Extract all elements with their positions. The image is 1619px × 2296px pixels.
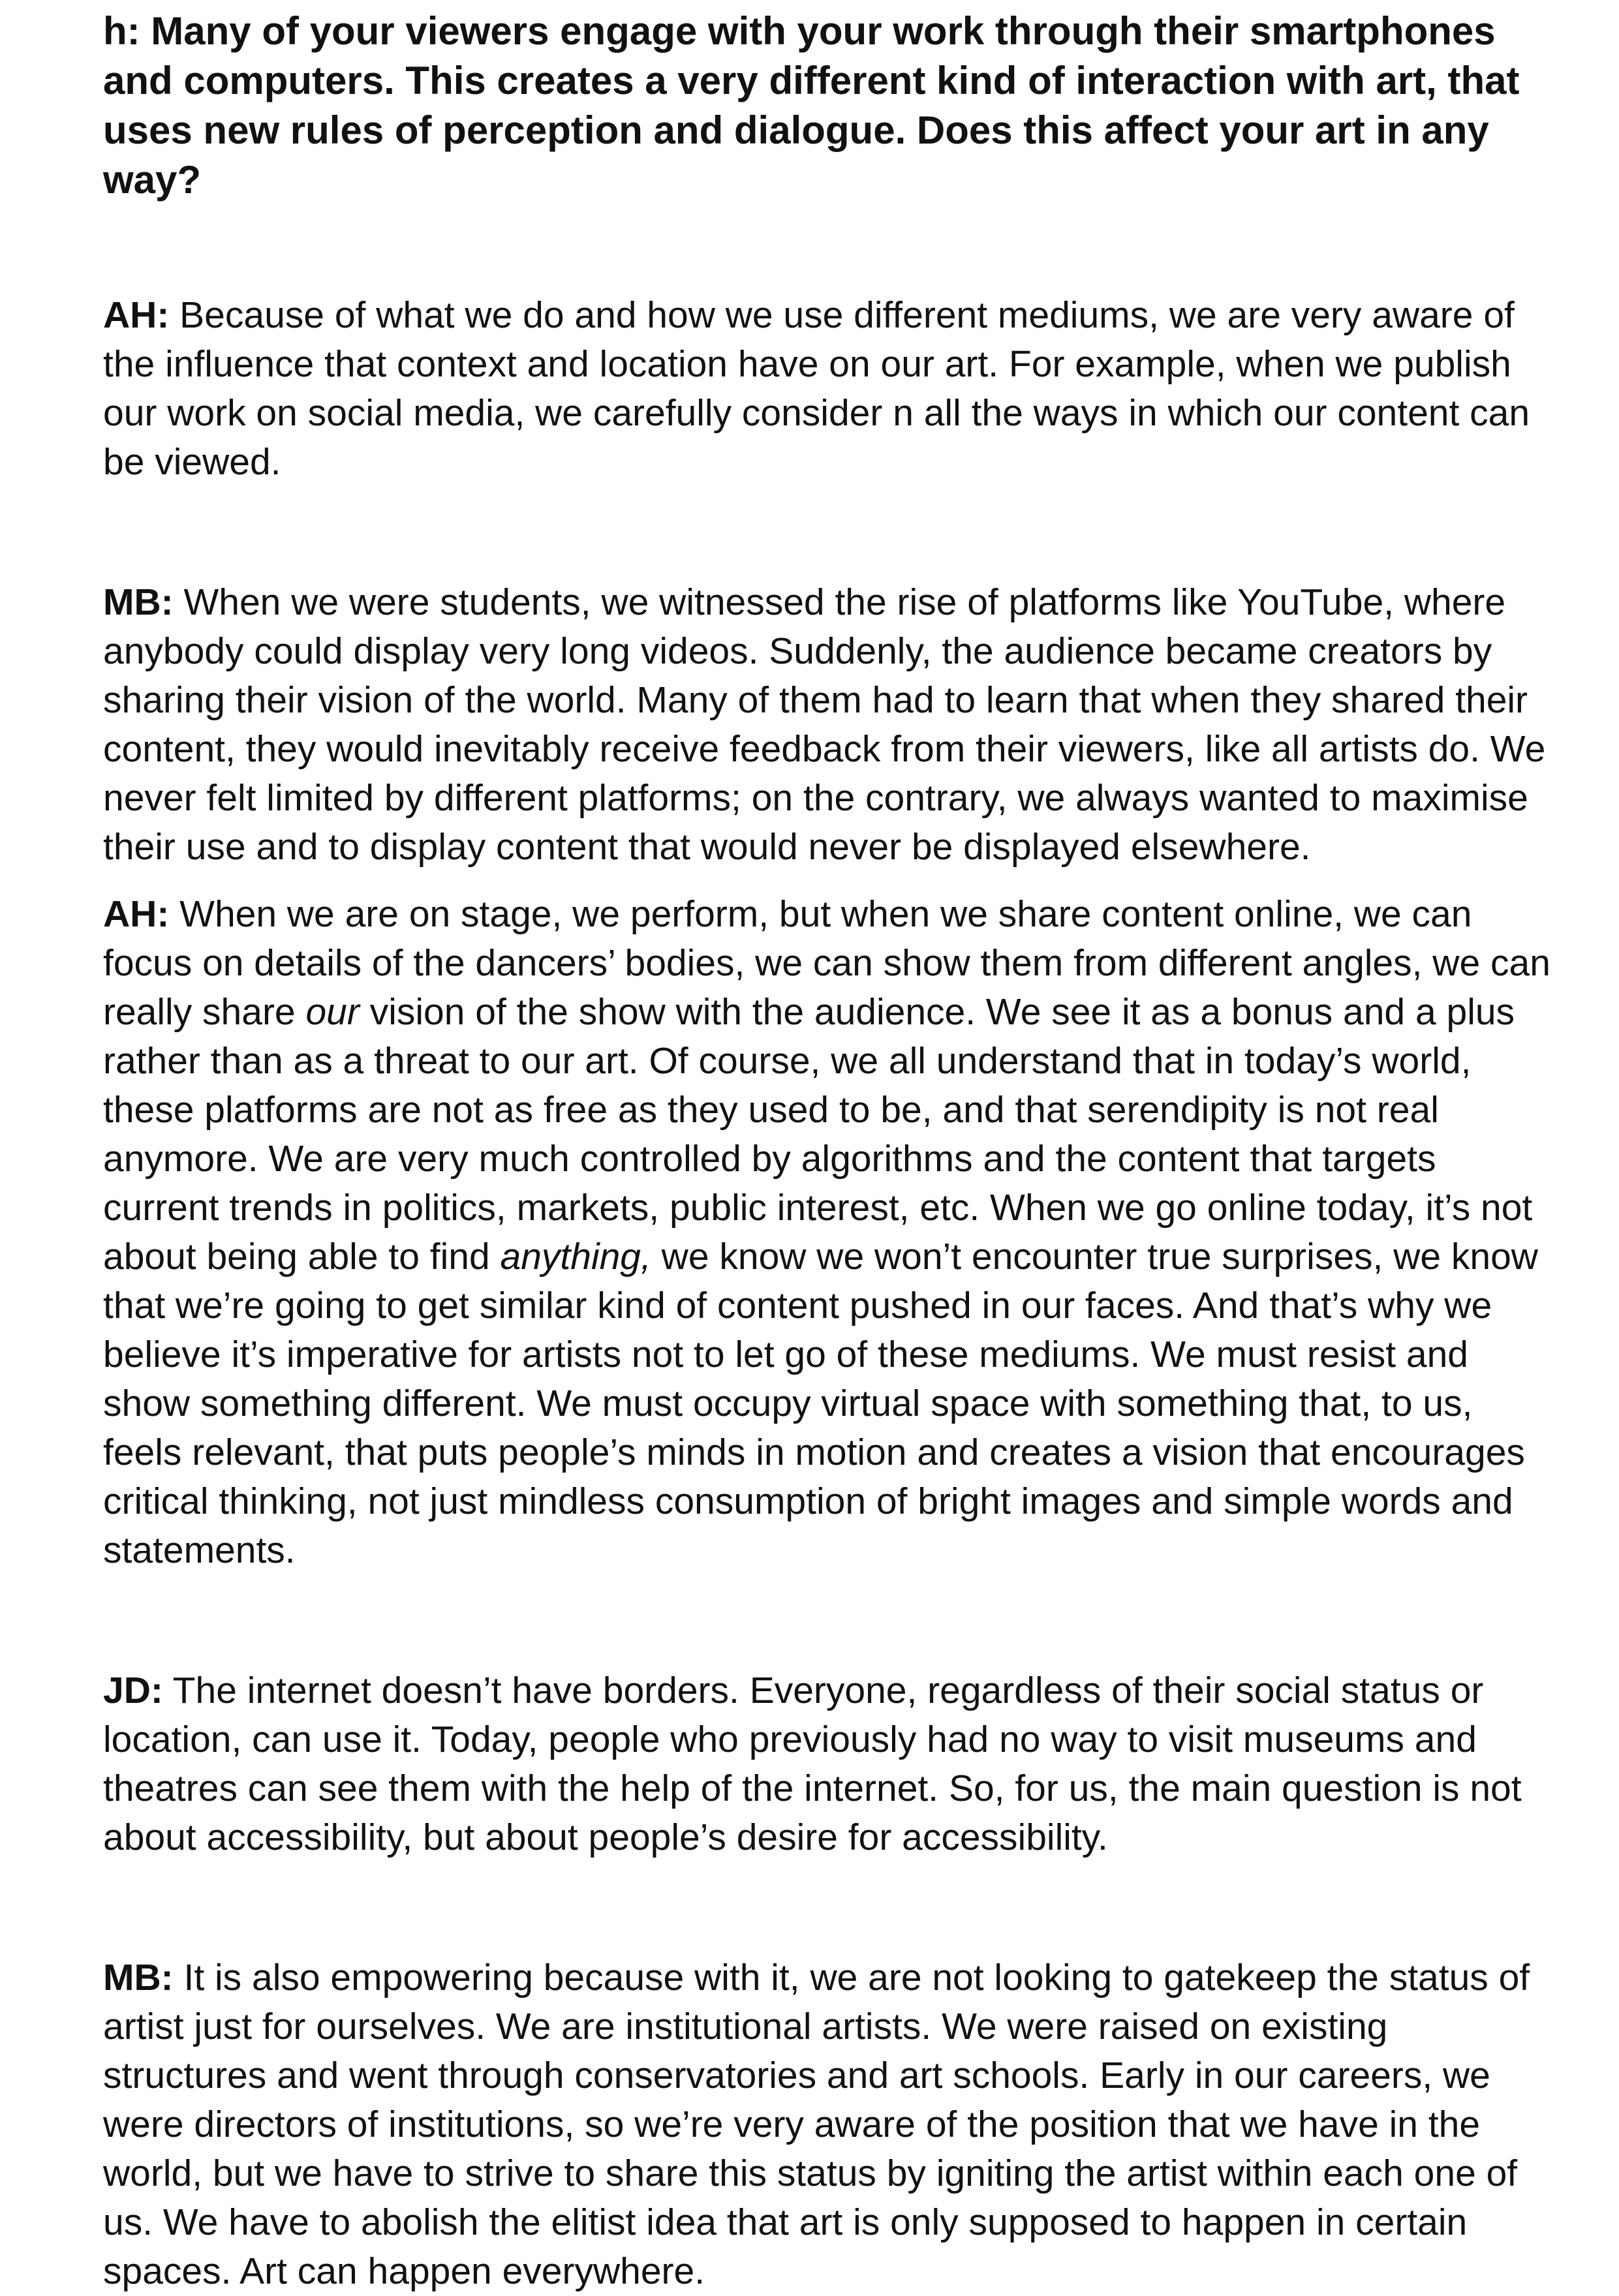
answer-ah-1: [103, 291, 1558, 487]
answer-mb-1: [103, 578, 1558, 872]
answer-ah-2: [103, 890, 1558, 1575]
speaker-label: AH:: [103, 294, 170, 336]
speaker-label: AH:: [103, 893, 170, 935]
answer-text: we know we won’t encounter true surprises, we know that we’re going to get similar kind of content pushed in our faces. And that’s why we believe it’s imperative for artists not to let go of these mediums. We must resist and show something different. We must occupy virtual space with something that, to us, feels relevant, that puts people’s minds in motion and creates a vision that encourages critical thinking, not just mindless consumption of bright images and simple words and statements.: [103, 1236, 1538, 1571]
emphasis-text: anything,: [500, 1236, 651, 1278]
speaker-label: MB:: [103, 1957, 174, 1998]
speaker-label: JD:: [103, 1670, 163, 1711]
answer-text: vision of the show with the audience. We see it as a bonus and a plus rather than as a threat to our art. Of course, we all understand that in today’s world, these platforms are not as free as they used to be, and that serendipity is not real anymore. We are very much controlled by algorithms and the content that targets current trends in politics, markets, public interest, etc. When we go online today, it’s not about being able to find: [103, 991, 1533, 1278]
answer-mb-2: [103, 1953, 1558, 2296]
answer-text: Because of what we do and how we use different mediums, we are very aware of the influence that context and location have on our art. For example, when we publish our work on social media, we carefully consider n all the ways in which our content can be viewed.: [103, 294, 1530, 483]
answer-text: The internet doesn’t have borders. Everyone, regardless of their social status or location, can use it. Today, people who previously had no way to visit museums and theatres can see them with the help of the internet. So, for us, the main question is not about accessibility, but about people’s desire for accessibility.: [103, 1670, 1522, 1858]
interview-page: [103, 7, 1558, 2296]
answer-jd-1: [103, 1666, 1558, 1862]
emphasis-text: our: [305, 991, 360, 1033]
speaker-label: MB:: [103, 581, 174, 623]
answer-text: It is also empowering because with it, we are not looking to gatekeep the status of artist just for ourselves. We are institutional artists. We were raised on existing structures and went through conservatories and art schools. Early in our careers, we were directors of institutions, so we’re very aware of the position that we have in the world, but we have to strive to share this status by igniting the artist within each one of us. We have to abolish the elitist idea that art is only supposed to happen in certain spaces. Art can happen everywhere.: [103, 1957, 1530, 2292]
interview-question: h: Many of your viewers engage with your work through their smartphones and computers. This creates a very different kind of interaction with art, that uses new rules of perception and dialogue. Does this affect your art in any way?: [103, 9, 1520, 202]
answer-text: When we are on stage, we perform, but when we share content online, we can focus on details of the dancers’ bodies, we can show them from different angles, we can really share: [103, 893, 1550, 1033]
answer-text: When we were students, we witnessed the rise of platforms like YouTube, where anybody could display very long videos. Suddenly, the audience became creators by sharing their vision of the world. Many of them had to learn that when they shared their content, they would inevitably receive feedback from their viewers, like all artists do. We never felt limited by different platforms; on the contrary, we always wanted to maximise their use and to display content that would never be displayed elsewhere.: [103, 581, 1546, 868]
